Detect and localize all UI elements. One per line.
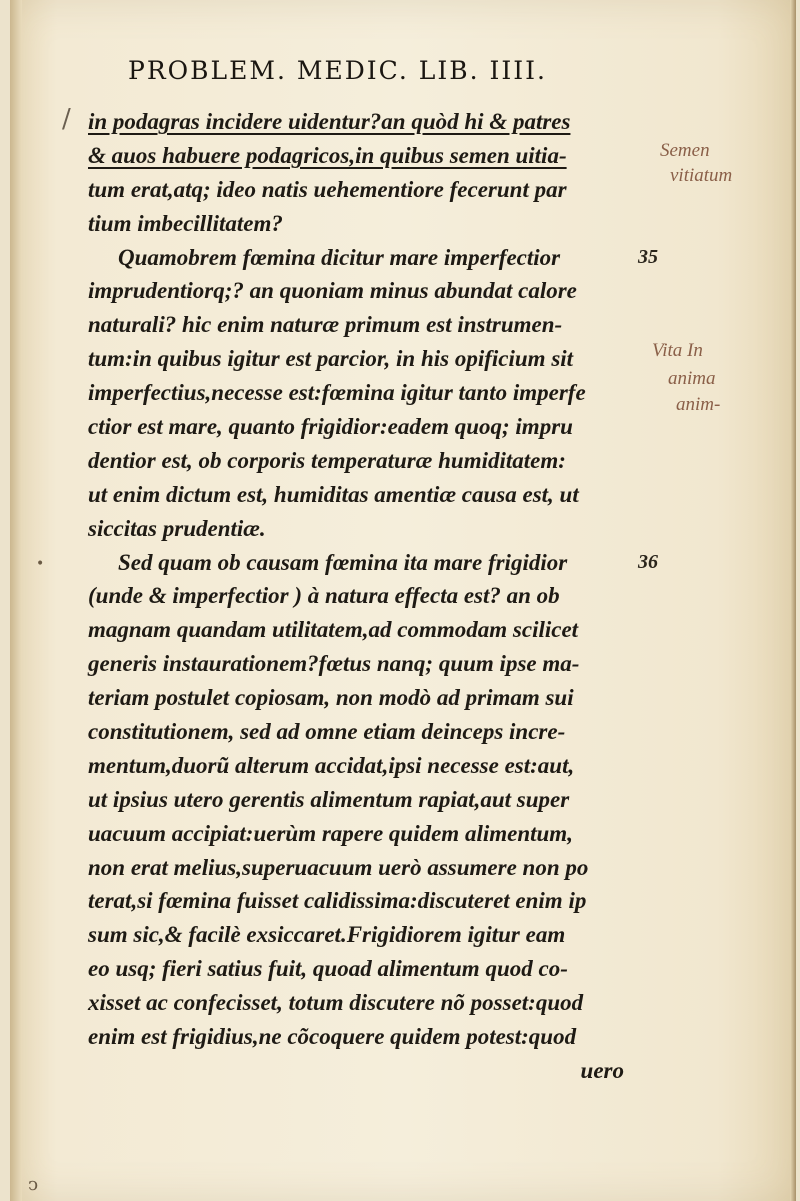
text-line: dentior est, ob corporis temperaturæ humiditatem: bbox=[88, 447, 566, 473]
handwritten-note-1a: Semen bbox=[660, 140, 710, 161]
margin-bracket-mark: / bbox=[62, 104, 71, 134]
text-line: uacuum accipiat:uerùm rapere quidem alimentum, bbox=[88, 820, 573, 846]
margin-number-35: 35 bbox=[638, 246, 658, 268]
text-line: Quamobrem fœmina dicitur mare imperfectior bbox=[118, 244, 561, 270]
handwritten-note-2c: anim- bbox=[676, 394, 721, 415]
text-line: xisset ac confecisset, totum discutere nõ posset:quod bbox=[88, 990, 584, 1016]
text-line: ctior est mare, quanto frigidior:eadem quoq; impru bbox=[88, 414, 573, 440]
margin-number-36: 36 bbox=[638, 551, 658, 573]
text-line: naturali? hic enim naturæ primum est instrumen- bbox=[88, 312, 563, 338]
text-line: mentum,duorũ alterum accidat,ipsi necesse est:aut, bbox=[88, 752, 575, 778]
text-line: generis instaurationem?fœtus nanq; quum ipse ma- bbox=[88, 651, 580, 677]
text-line: imprudentiorq;? an quoniam minus abundat calore bbox=[88, 278, 577, 304]
text-line: Sed quam ob causam fœmina ita mare frigidior bbox=[118, 549, 568, 575]
text-line: teriam postulet copiosam, non modò ad primam sui bbox=[88, 685, 574, 711]
text-line: magnam quandam utilitatem,ad commodam scilicet bbox=[88, 617, 579, 643]
running-header: PROBLEM. MEDIC. LIB. IIII. bbox=[128, 56, 547, 85]
text-line: terat,si fœmina fuisset calidissima:discuteret enim ip bbox=[88, 888, 587, 914]
page-edge-right bbox=[790, 0, 796, 1201]
text-line: tum erat,atq; ideo natis uehementiore fecerunt par bbox=[88, 176, 567, 202]
text-line: ut enim dictum est, humiditas amentiæ causa est, ut bbox=[88, 481, 579, 507]
text-line: constitutionem, sed ad omne etiam deinceps incre- bbox=[88, 719, 566, 745]
text-line: (unde & imperfectior ) à natura effecta est? an ob bbox=[88, 583, 560, 609]
text-line: non erat melius,superuacuum uerò assumere non po bbox=[88, 854, 589, 880]
text-line: eo usq; fieri satius fuit, quoad alimentum quod co- bbox=[88, 956, 568, 982]
handwritten-note-1b: vitiatum bbox=[670, 165, 733, 186]
text-line: siccitas prudentiæ. bbox=[88, 515, 266, 541]
text-line: ut ipsius utero gerentis alimentum rapiat,aut super bbox=[88, 786, 570, 812]
text-line: tum:in quibus igitur est parcior, in his opificium sit bbox=[88, 346, 574, 372]
text-line: imperfectius,necesse est:fœmina igitur tanto imperfe bbox=[88, 380, 586, 406]
text-line: tium imbecillitatem? bbox=[88, 210, 283, 236]
text-line: enim est frigidius,ne cõcoquere quidem potest:quod bbox=[88, 1024, 577, 1050]
text-line: & auos habuere podagricos,in quibus semen uitia- bbox=[88, 142, 567, 168]
corner-ink-mark: ↄ bbox=[28, 1174, 39, 1195]
margin-dot-mark: • bbox=[36, 556, 45, 572]
page-body-text bbox=[88, 105, 628, 1088]
handwritten-note-2a: Vita In bbox=[652, 340, 703, 361]
text-line: sum sic,& facilè exsiccaret.Frigidiorem igitur eam bbox=[88, 922, 566, 948]
handwritten-note-2b: anima bbox=[668, 368, 716, 389]
page-gutter-left bbox=[10, 0, 22, 1201]
text-line: in podagras incidere uidentur?an quòd hi & patres bbox=[88, 109, 571, 134]
catchword: uero bbox=[580, 1057, 624, 1083]
